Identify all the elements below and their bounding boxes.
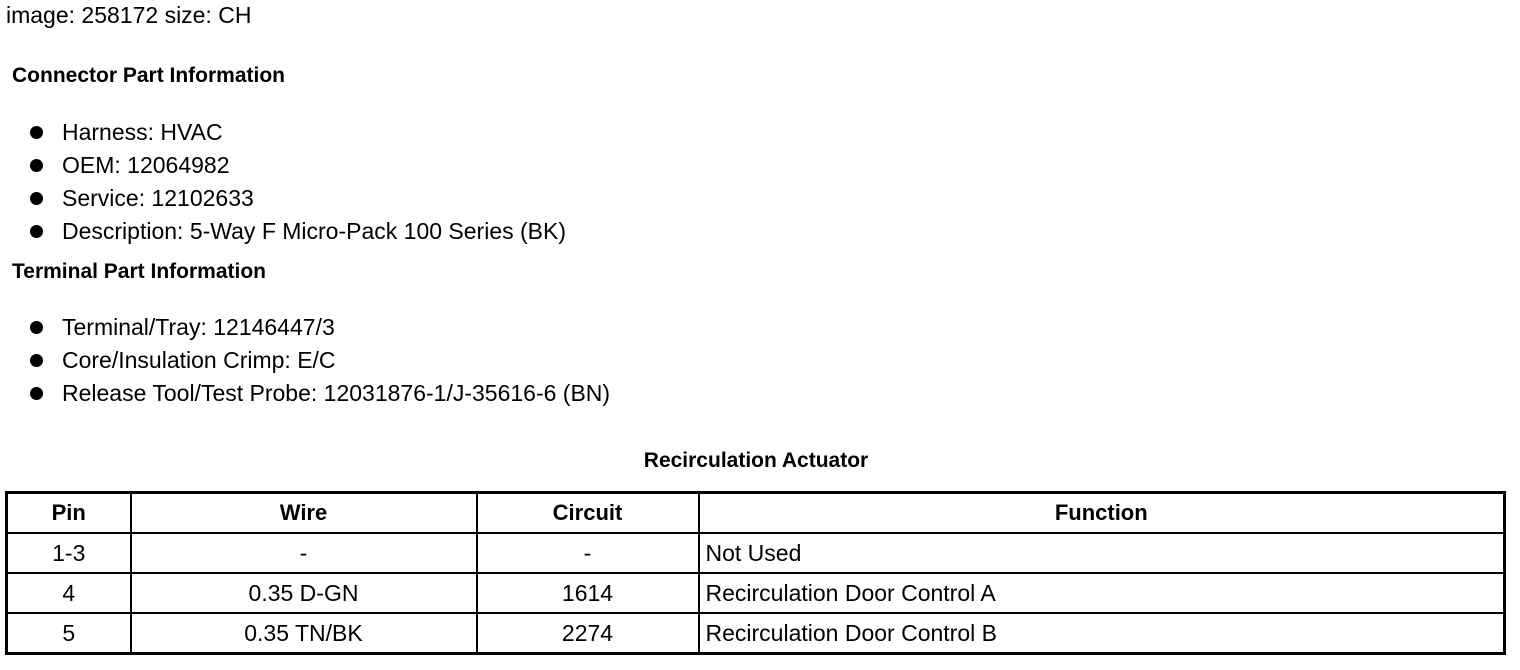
list-item bbox=[0, 215, 566, 248]
cell-function: Recirculation Door Control B bbox=[699, 613, 1505, 654]
list-item bbox=[0, 311, 610, 344]
column-header-wire: Wire bbox=[131, 493, 477, 534]
column-header-circuit: Circuit bbox=[477, 493, 699, 534]
connector-heading: Connector Part Information bbox=[12, 64, 286, 87]
cell-wire: 0.35 TN/BK bbox=[131, 613, 477, 654]
cell-circuit: 2274 bbox=[477, 613, 699, 654]
table-row bbox=[7, 613, 1505, 654]
cell-circuit: 1614 bbox=[477, 573, 699, 613]
table-row bbox=[7, 573, 1505, 613]
list-item bbox=[0, 182, 566, 215]
terminal-list bbox=[0, 311, 610, 410]
list-item-text: Description: 5-Way F Micro-Pack 100 Series (BK) bbox=[62, 218, 567, 244]
column-header-function: Function bbox=[699, 493, 1505, 534]
image-caption: image: 258172 size: CH bbox=[6, 2, 252, 28]
terminal-heading: Terminal Part Information bbox=[12, 260, 266, 283]
list-item bbox=[0, 344, 610, 377]
list-item bbox=[0, 377, 610, 410]
cell-wire: 0.35 D-GN bbox=[131, 573, 477, 613]
list-item-text: OEM: 12064982 bbox=[62, 152, 230, 178]
list-item bbox=[0, 149, 566, 182]
table-header-row bbox=[7, 493, 1505, 534]
bullet-icon bbox=[30, 321, 43, 334]
cell-circuit: - bbox=[477, 533, 699, 573]
table-row bbox=[7, 533, 1505, 573]
bullet-icon bbox=[30, 126, 43, 139]
list-item-text: Terminal/Tray: 12146447/3 bbox=[62, 314, 335, 340]
list-item-text: Core/Insulation Crimp: E/C bbox=[62, 347, 336, 373]
list-item-text: Service: 12102633 bbox=[62, 185, 254, 211]
cell-function: Recirculation Door Control A bbox=[699, 573, 1505, 613]
connector-list bbox=[0, 116, 566, 248]
cell-pin: 4 bbox=[7, 573, 131, 613]
bullet-icon bbox=[30, 159, 43, 172]
list-item bbox=[0, 116, 566, 149]
table-title: Recirculation Actuator bbox=[643, 449, 869, 472]
bullet-icon bbox=[30, 192, 43, 205]
pinout-table bbox=[5, 491, 1506, 655]
cell-pin: 5 bbox=[7, 613, 131, 654]
bullet-icon bbox=[30, 225, 43, 238]
list-item-text: Harness: HVAC bbox=[62, 119, 223, 145]
cell-pin: 1-3 bbox=[7, 533, 131, 573]
list-item-text: Release Tool/Test Probe: 12031876-1/J-35616-6 (BN) bbox=[62, 380, 611, 406]
column-header-pin: Pin bbox=[7, 493, 131, 534]
cell-wire: - bbox=[131, 533, 477, 573]
bullet-icon bbox=[30, 354, 43, 367]
bullet-icon bbox=[30, 387, 43, 400]
cell-function: Not Used bbox=[699, 533, 1505, 573]
